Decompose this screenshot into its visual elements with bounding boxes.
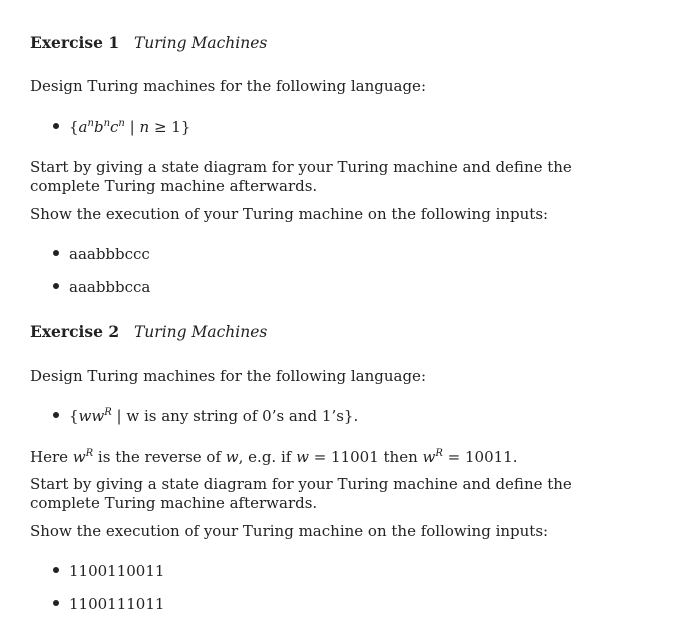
exercise-2-show: Show the execution of your Turing machine on the following inputs: <box>30 522 549 540</box>
exercise-2-title: Turing Machines <box>133 323 268 341</box>
exercise-2-input-2: 1100111011 <box>53 595 164 614</box>
exercise-2-reverse-note: Here $w^R$ is the reverse of w, e.g. if w = 11001 then $w^R = 10011$. <box>30 448 518 466</box>
exercise-2-label: Exercise 2 <box>30 322 120 341</box>
exercise-1-instructions: Start by giving a state diagram for your Turing machine and define the complete Turing machine afterwards. <box>30 158 572 195</box>
exercise-2-instructions: Start by giving a state diagram for your Turing machine and define the complete Turing machine afterwards. <box>30 475 572 512</box>
exercise-1-input-2: aaabbbcca <box>53 278 150 297</box>
exercise-1-input-1: aaabbbccc <box>53 245 150 264</box>
exercise-1-language-item: {$a^nb^nc^n$ | n ≥ 1} <box>53 118 190 137</box>
bullet-icon <box>53 412 59 418</box>
exercise-1-title: Turing Machines <box>133 34 268 52</box>
exercise-2-heading <box>30 322 267 341</box>
bullet-icon <box>53 283 59 289</box>
bullet-icon <box>53 250 59 256</box>
exercise-1-show: Show the execution of your Turing machine on the following inputs: <box>30 205 549 223</box>
bullet-icon <box>53 567 59 573</box>
exercise-2-input-1: 1100110011 <box>53 562 164 581</box>
exercise-1-label: Exercise 1 <box>30 33 120 52</box>
exercise-1-intro: Design Turing machines for the following language: <box>30 77 426 95</box>
exercise-2-language-item: {$ww^R$ | w is any string of 0’s and 1’s}. <box>53 407 358 426</box>
bullet-icon <box>53 600 59 606</box>
exercise-1-heading <box>30 33 267 52</box>
bullet-icon <box>53 123 59 129</box>
exercise-2-intro: Design Turing machines for the following language: <box>30 367 426 385</box>
